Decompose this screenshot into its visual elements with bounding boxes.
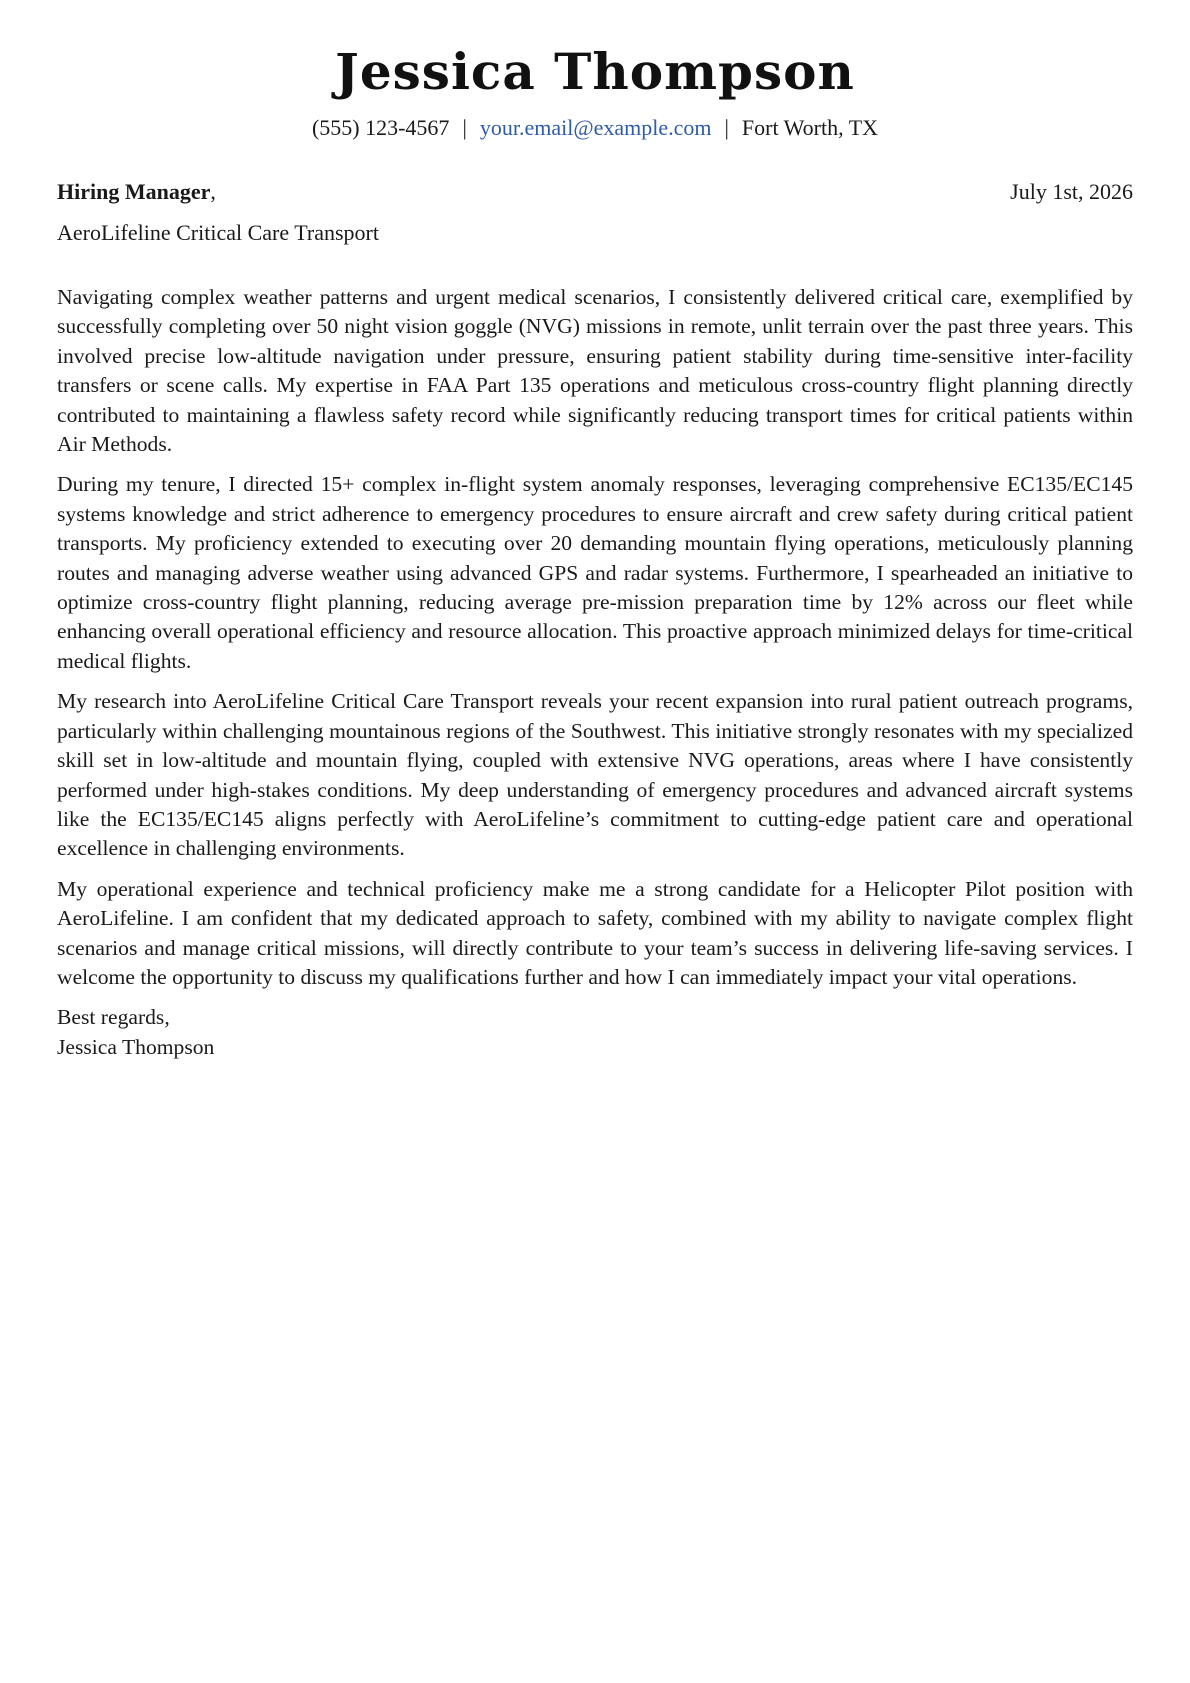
contact-line: [57, 114, 1133, 142]
location: Fort Worth, TX: [741, 115, 879, 140]
letter-date: July 1st, 2026: [1010, 179, 1133, 204]
recipient-salutation: Hiring Manager: [57, 179, 211, 204]
recipient-company: AeroLifeline Critical Care Transport: [57, 220, 379, 245]
signature-name: Jessica Thompson: [57, 1034, 215, 1059]
letter-paragraph: My research into AeroLifeline Critical Care Transport reveals your recent expansion into rural patient outreach programs, particularly within challenging mountainous regions of the Southwest. This initiative strongly resonates with my specialized skill set in low-altitude and mountain flying, coupled with extensive NVG operations, areas where I have consistently performed under high-stakes conditions. My deep understanding of emergency procedures and advanced aircraft systems like the EC135/EC145 aligns perfectly with AeroLifeline’s commitment to cutting-edge patient care and operational excellence in challenging environments.: [57, 689, 1133, 861]
contact-separator: |: [724, 115, 729, 140]
letter-paragraph: During my tenure, I directed 15+ complex in-flight system anomaly responses, leveraging comprehensive EC135/EC145 systems knowledge and strict adherence to emergency procedures to ensure aircraft and crew safety during critical patient transports. My proficiency extended to executing over 20 demanding mountain flying operations, meticulously planning routes and managing adverse weather using advanced GPS and radar systems. Furthermore, I spearheaded an initiative to optimize cross-country flight planning, reducing average pre-mission preparation time by 12% across our fleet while enhancing overall operational efficiency and resource allocation. This proactive approach minimized delays for time-critical medical flights.: [57, 472, 1133, 673]
phone-number: (555) 123-4567: [311, 115, 450, 140]
letter-paragraph: Navigating complex weather patterns and urgent medical scenarios, I consistently delivered critical care, exemplified by successfully completing over 50 night vision goggle (NVG) missions in remote, unlit terrain over the past three years. This involved precise low-altitude navigation under pressure, ensuring patient stability during time-sensitive inter-facility transfers or scene calls. My expertise in FAA Part 135 operations and meticulous cross-country flight planning directly contributed to maintaining a flawless safety record while significantly reducing transport times for critical patients within Air Methods.: [57, 285, 1133, 457]
applicant-name: Jessica Thompson: [335, 42, 855, 101]
closing-block: [57, 1003, 1133, 1062]
email-link[interactable]: your.email@example.com: [479, 115, 712, 140]
letter-paragraph: My operational experience and technical proficiency make me a strong candidate for a Helicopter Pilot position with AeroLifeline. I am confident that my dedicated approach to safety, combined with my ability to navigate complex flight scenarios and manage critical missions, will directly contribute to your team’s success in delivering life-saving services. I welcome the opportunity to discuss my qualifications further and how I can immediately impact your vital operations.: [57, 876, 1133, 989]
closing-phrase: Best regards,: [57, 1005, 170, 1030]
salutation-comma: ,: [210, 179, 216, 204]
recipient-row: [57, 178, 1133, 206]
letter-body: [57, 283, 1133, 1062]
contact-separator: |: [462, 115, 467, 140]
